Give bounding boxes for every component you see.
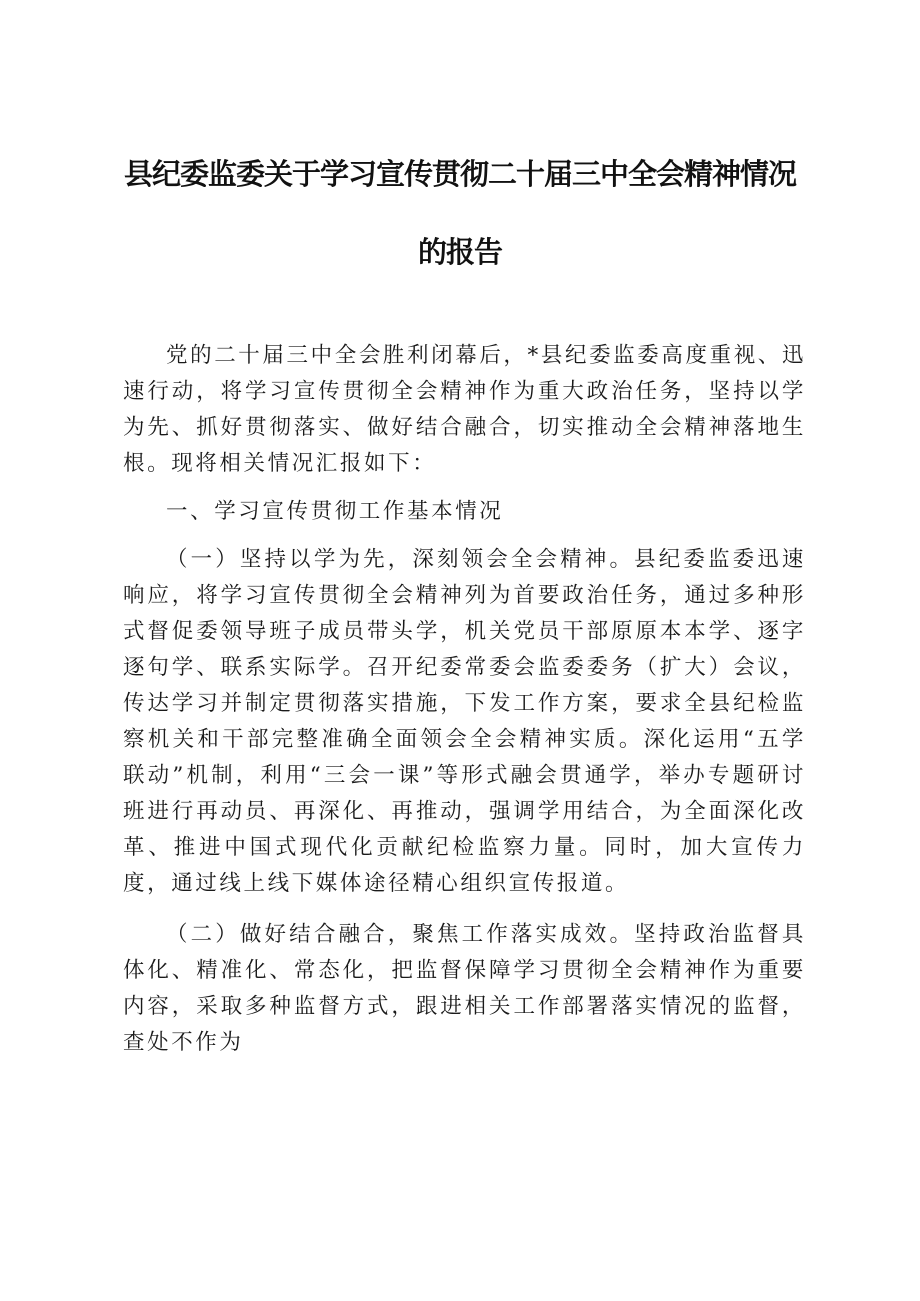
subsection-2-paragraph: （二）做好结合融合，聚焦工作落实成效。坚持政治监督具体化、精准化、常态化，把监督保障学习贯彻全会精神作为重要内容，采取多种监督方式，跟进相关工作部署落实情况的监督，查处不作为 [123,922,806,1055]
intro-paragraph: 党的二十届三中全会胜利闭幕后，*县纪委监委高度重视、迅速行动，将学习宣传贯彻全会精神作为重大政治任务，坚持以学为先、抓好贯彻落实、做好结合融合，切实推动全会精神落地生根。现将相关情况汇报如下： [123,343,806,476]
section-heading-1: 一、学习宣传贯彻工作基本情况 [166,499,504,524]
document-title-line-1: 县纪委监委关于学习宣传贯彻二十届三中全会精神情况 [123,157,796,191]
subsection-1-paragraph: （一）坚持以学为先，深刻领会全会精神。县纪委监委迅速响应，将学习宣传贯彻全会精神列为首要政治任务，通过多种形式督促委领导班子成员带头学，机关党员干部原原本本学、逐字逐句学、联系实际学。召开纪委常委会监委委务（扩大）会议，传达学习并制定贯彻落实措施，下发工作方案，要求全县纪检监察机关和干部完整准确全面领会全会精神实质。深化运用“五学联动”机制，利用“三会一课”等形式融会贯通学，举办专题研讨班进行再动员、再深化、再推动，强调学用结合，为全面深化改革、推进中国式现代化贡献纪检监察力量。同时，加大宣传力度，通过线上线下媒体途径精心组织宣传报道。 [123,547,806,896]
document-body [123,338,806,1061]
document-title-line-2: 的报告 [417,235,502,269]
